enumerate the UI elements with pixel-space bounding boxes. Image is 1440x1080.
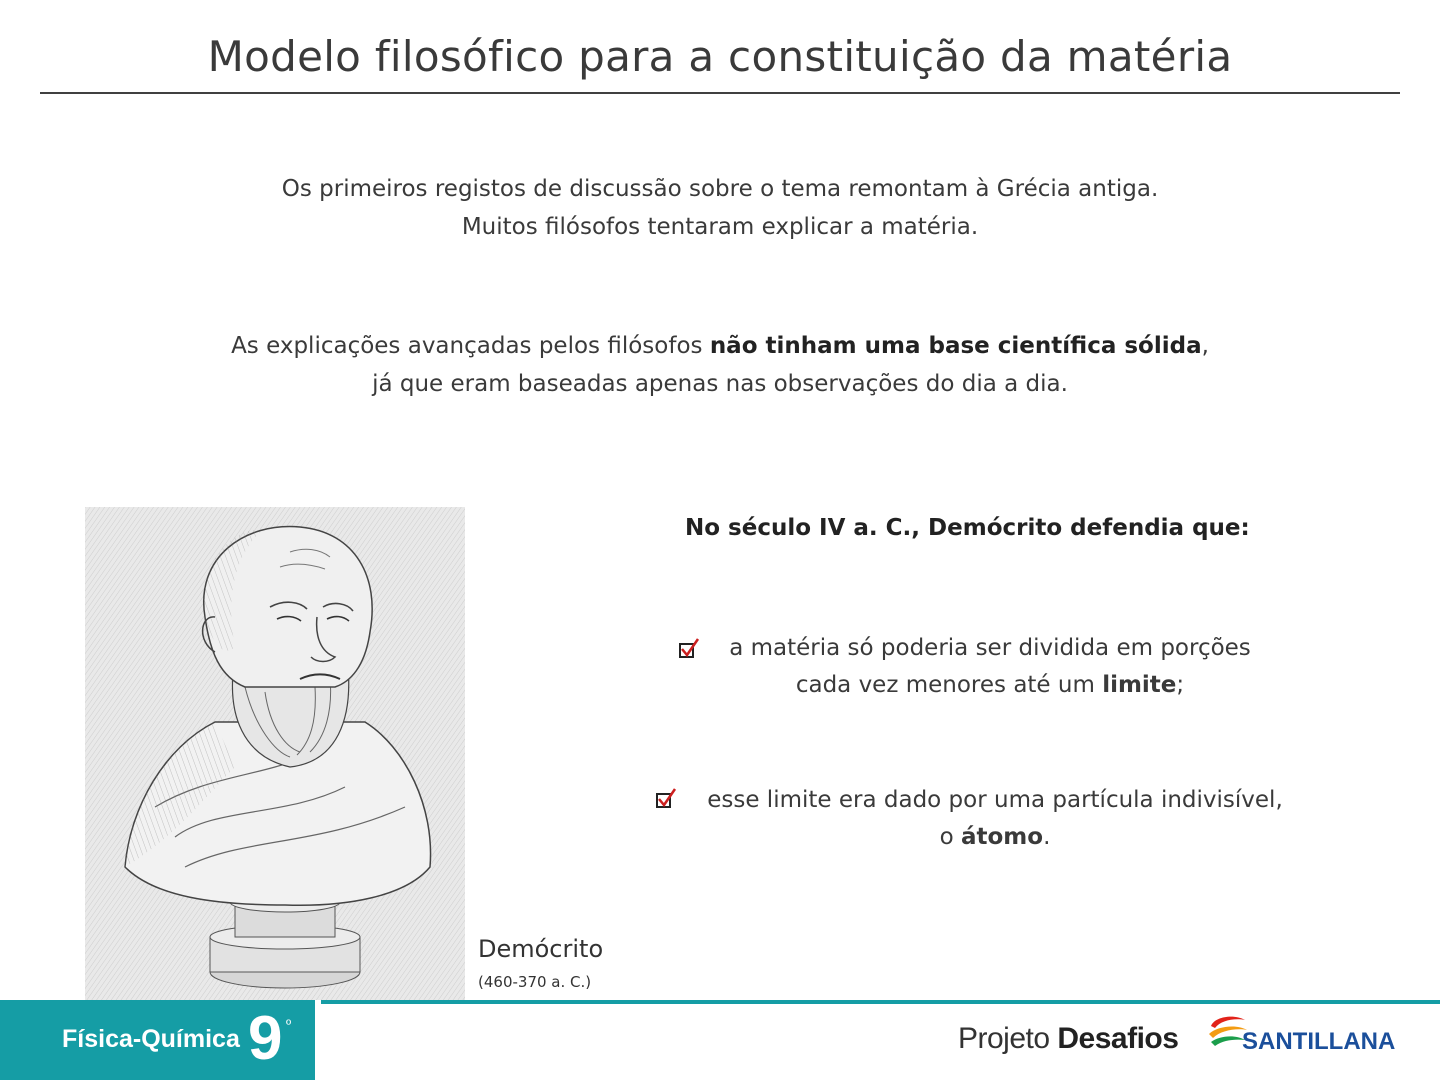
explanation-paragraph xyxy=(0,327,1440,403)
item-1-before: cada vez menores até um xyxy=(795,672,1103,698)
item-2-bold: átomo xyxy=(960,824,1044,850)
footer-grade: 9 xyxy=(248,1004,283,1073)
explanation-bold: não tinham uma base científica sólida xyxy=(709,333,1202,359)
item-2-before: o xyxy=(939,824,961,850)
project-name: Desafios xyxy=(1057,1022,1179,1055)
item-1-line-1: a matéria só poderia ser dividida em porções xyxy=(729,635,1251,661)
item-2-line-1: esse limite era dado por uma partícula indivisível, xyxy=(707,787,1283,813)
item-1-after: ; xyxy=(1176,672,1185,698)
checkbox-checked-icon xyxy=(678,638,700,660)
item-1-line-2 xyxy=(700,667,1280,704)
portrait-caption-dates: (460-370 a. C.) xyxy=(478,973,592,991)
intro-line-2: Muitos filósofos tentaram explicar a matéria. xyxy=(461,214,979,240)
democritus-item-2 xyxy=(680,782,1310,856)
footer-divider xyxy=(315,1000,321,1080)
item-2-line-2 xyxy=(680,819,1310,856)
democritus-lead: No século IV a. C., Demócrito defendia que: xyxy=(685,515,1250,541)
santillana-brand: SANTILLANA xyxy=(1242,1028,1396,1055)
portrait-caption-name: Demócrito xyxy=(478,935,604,963)
democritus-item-1 xyxy=(700,630,1280,704)
explanation-line-2: já que eram baseadas apenas nas observações do dia a dia. xyxy=(372,371,1068,397)
explanation-after: , xyxy=(1201,333,1209,359)
project-prefix: Projeto xyxy=(958,1022,1058,1055)
project-logo xyxy=(958,1022,1178,1056)
title-divider xyxy=(40,92,1400,94)
explanation-before: As explicações avançadas pelos filósofos xyxy=(231,333,710,359)
item-1-bold: limite xyxy=(1102,672,1177,698)
footer-grade-suffix: º xyxy=(286,1016,292,1032)
page-title: Modelo filosófico para a constituição da matéria xyxy=(207,32,1233,81)
item-2-after: . xyxy=(1043,824,1051,850)
intro-line-1: Os primeiros registos de discussão sobre o tema remontam à Grécia antiga. xyxy=(281,176,1159,202)
explanation-line-1 xyxy=(0,327,1440,365)
checkbox-checked-icon xyxy=(655,788,677,810)
intro-paragraph xyxy=(0,170,1440,246)
footer-subject: Física-Química xyxy=(62,1025,240,1053)
democritus-portrait-image xyxy=(85,507,465,1001)
